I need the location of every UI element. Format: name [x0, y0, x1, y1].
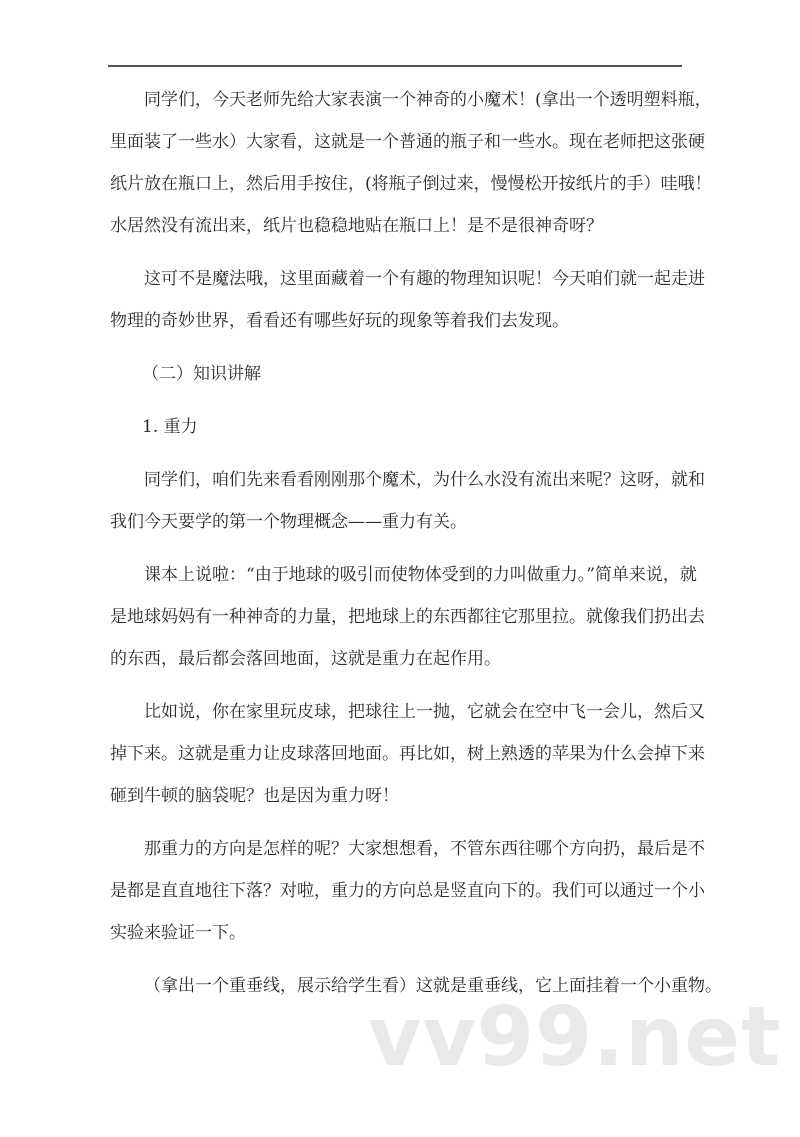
watermark: vv99.net [368, 990, 782, 1085]
section-heading [110, 353, 682, 395]
text-line: 纸片放在瓶口上，然后用手按住，(将瓶子倒过来，慢慢松开按纸片的手）哇哦！ [110, 174, 712, 194]
paragraph [110, 79, 712, 247]
paragraph [110, 554, 705, 680]
text-line: 物理的奇妙世界，看看还有哪些好玩的现象等着我们去发现。 [110, 311, 569, 331]
text-line: 掉下来。这就是重力让皮球落回地面。再比如，树上熟透的苹果为什么会掉下来 [110, 744, 705, 764]
text-line: 砸到牛顿的脑袋呢？也是因为重力呀！ [110, 786, 399, 806]
text-line: 水居然没有流出来，纸片也稳稳地贴在瓶口上！是不是很神奇呀？ [110, 216, 603, 236]
header-rule [108, 65, 682, 67]
text-line: （二）知识讲解 [142, 364, 261, 384]
text-line: 那重力的方向是怎样的呢？大家想想看，不管东西往哪个方向扔，最后是不 [144, 839, 705, 859]
text-line: 是地球妈妈有一种神奇的力量，把地球上的东西都往它那里拉。就像我们扔出去 [110, 607, 705, 627]
text-line: 1. 重力 [142, 417, 198, 437]
text-line: 这可不是魔法哦，这里面藏着一个有趣的物理知识呢！今天咱们就一起走进 [144, 269, 705, 289]
paragraph [110, 459, 705, 543]
text-line: 比如说，你在家里玩皮球，把球往上一抛，它就会在空中飞一会儿，然后又 [144, 702, 705, 722]
text-line: 同学们，咱们先来看看刚刚那个魔术，为什么水没有流出来呢？这呀，就和 [144, 470, 705, 490]
document-body [110, 79, 722, 1018]
text-line: 我们今天要学的第一个物理概念——重力有关。 [110, 512, 467, 532]
paragraph [110, 691, 705, 817]
paragraph [110, 828, 705, 954]
section-heading [110, 406, 682, 448]
text-line: 课本上说啦：“由于地球的吸引而使物体受到的力叫做重力。”简单来说，就 [144, 565, 697, 585]
text-line: 实验来验证一下。 [110, 923, 246, 943]
text-line: 里面装了一些水）大家看，这就是一个普通的瓶子和一些水。现在老师把这张硬 [110, 132, 705, 152]
text-line: 同学们，今天老师先给大家表演一个神奇的小魔术！(拿出一个透明塑料瓶， [144, 90, 712, 110]
text-line: 是都是直直地往下落？对啦，重力的方向总是竖直向下的。我们可以通过一个小 [110, 881, 705, 901]
text-line: （拿出一个重垂线，展示给学生看）这就是重垂线，它上面挂着一个小重物。 [144, 976, 722, 996]
text-line: 的东西，最后都会落回地面，这就是重力在起作用。 [110, 649, 501, 669]
paragraph [110, 258, 705, 342]
